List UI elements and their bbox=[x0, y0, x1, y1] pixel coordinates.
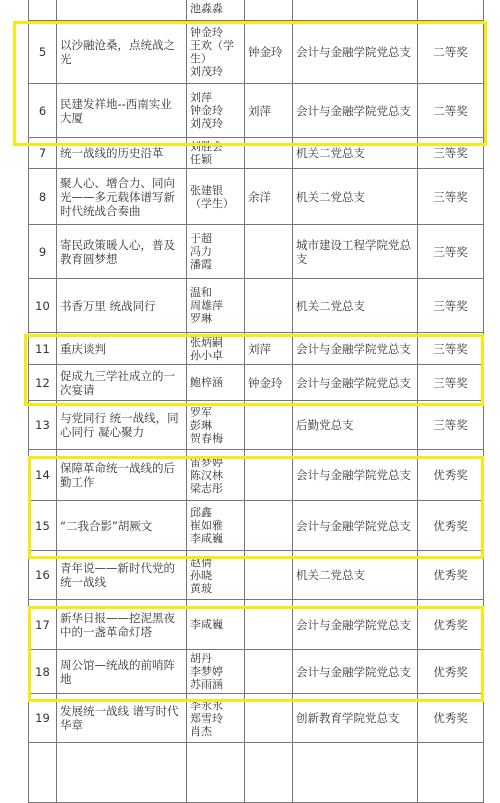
advisor-cell bbox=[245, 551, 293, 600]
prize-cell: 三等奖 bbox=[418, 333, 484, 365]
row-number-cell: 11 bbox=[29, 333, 57, 365]
row-number-cell: 15 bbox=[29, 501, 57, 551]
advisor-cell: 钟金玲 bbox=[245, 365, 293, 401]
work-title-cell bbox=[57, 743, 187, 803]
unit-cell: 会计与金融学院党总支 bbox=[293, 365, 418, 401]
unit-cell: 机关二党总支 bbox=[293, 169, 418, 225]
advisor-cell bbox=[245, 138, 293, 169]
prize-cell: 三等奖 bbox=[418, 365, 484, 401]
work-title-cell: 促成九三学社成立的一次宴请 bbox=[57, 365, 187, 401]
table-row bbox=[29, 743, 484, 803]
award-table bbox=[28, 0, 484, 803]
table-row bbox=[29, 551, 484, 600]
unit-cell: 城市建设工程学院党总支 bbox=[293, 225, 418, 279]
table-row bbox=[29, 450, 484, 501]
authors-cell: 赵倩 孙晓 黄玻 bbox=[187, 551, 245, 600]
prize-cell bbox=[418, 0, 484, 21]
authors-cell: 雷梦婷 陈汉林 梁志彤 bbox=[187, 450, 245, 501]
table-row bbox=[29, 21, 484, 84]
advisor-cell: 刘萍 bbox=[245, 84, 293, 138]
advisor-cell bbox=[245, 0, 293, 21]
authors-cell bbox=[187, 743, 245, 803]
unit-cell: 会计与金融学院党总支 bbox=[293, 650, 418, 694]
work-title-cell: 新华日报——挖泥黑夜中的一盏革命灯塔 bbox=[57, 600, 187, 650]
authors-cell: 刘萍 钟金玲 刘茂玲 bbox=[187, 84, 245, 138]
table-row bbox=[29, 0, 484, 21]
table-row bbox=[29, 650, 484, 694]
work-title-cell: 寄民政策暖人心，普及教育圆梦想 bbox=[57, 225, 187, 279]
table-row bbox=[29, 501, 484, 551]
prize-cell: 三等奖 bbox=[418, 279, 484, 333]
table-row bbox=[29, 138, 484, 169]
unit-cell: 创新教育学院党总支 bbox=[293, 694, 418, 743]
row-number-cell: 8 bbox=[29, 169, 57, 225]
row-number-cell: 14 bbox=[29, 450, 57, 501]
work-title-cell: 书香万里 统战同行 bbox=[57, 279, 187, 333]
authors-cell: 李永永 郑雪玲 肖杰 bbox=[187, 694, 245, 743]
table-row bbox=[29, 225, 484, 279]
advisor-cell bbox=[245, 600, 293, 650]
unit-cell bbox=[293, 0, 418, 21]
unit-cell: 会计与金融学院党总支 bbox=[293, 501, 418, 551]
prize-cell: 三等奖 bbox=[418, 401, 484, 450]
advisor-cell bbox=[245, 501, 293, 551]
authors-cell: 邱鑫 崔如雅 李咸巍 bbox=[187, 501, 245, 551]
prize-cell: 二等奖 bbox=[418, 84, 484, 138]
unit-cell: 机关二党总支 bbox=[293, 279, 418, 333]
work-title-cell: 与党同行 统一战线，同心同行 凝心聚力 bbox=[57, 401, 187, 450]
work-title-cell: “二我合影”胡厥文 bbox=[57, 501, 187, 551]
authors-cell: 李咸巍 bbox=[187, 600, 245, 650]
work-title-cell: 统一战线的历史沿革 bbox=[57, 138, 187, 169]
advisor-cell bbox=[245, 694, 293, 743]
unit-cell: 机关二党总支 bbox=[293, 551, 418, 600]
advisor-cell bbox=[245, 279, 293, 333]
table-row bbox=[29, 169, 484, 225]
work-title-cell: 重庆谈判 bbox=[57, 333, 187, 365]
row-number-cell: 7 bbox=[29, 138, 57, 169]
row-number-cell: 10 bbox=[29, 279, 57, 333]
table-row bbox=[29, 600, 484, 650]
work-title-cell: 青年说——新时代党的统一战线 bbox=[57, 551, 187, 600]
work-title-cell: 聚人心、增合力、同向光——多元载体谱写新时代统战合奏曲 bbox=[57, 169, 187, 225]
prize-cell: 优秀奖 bbox=[418, 600, 484, 650]
row-number-cell: 18 bbox=[29, 650, 57, 694]
authors-cell: 胡丹 李梦婷 苏雨涵 bbox=[187, 650, 245, 694]
unit-cell: 后勤党总支 bbox=[293, 401, 418, 450]
authors-cell: 鲍梓涵 bbox=[187, 365, 245, 401]
authors-cell: 于超 冯力 潘霞 bbox=[187, 225, 245, 279]
table-row bbox=[29, 401, 484, 450]
row-number-cell: 6 bbox=[29, 84, 57, 138]
work-title-cell: 民建发祥地--西南实业大厦 bbox=[57, 84, 187, 138]
authors-cell: 罗军 彭琳 贺春梅 bbox=[187, 401, 245, 450]
authors-cell: 刘胜会 任颖 bbox=[187, 138, 245, 169]
work-title-cell: 周公馆—统战的前哨阵地 bbox=[57, 650, 187, 694]
authors-cell: 池淼淼 bbox=[187, 0, 245, 21]
prize-cell: 优秀奖 bbox=[418, 650, 484, 694]
prize-cell: 优秀奖 bbox=[418, 694, 484, 743]
prize-cell: 优秀奖 bbox=[418, 551, 484, 600]
authors-cell: 温和 周雄萍 罗琳 bbox=[187, 279, 245, 333]
row-number-cell: 16 bbox=[29, 551, 57, 600]
advisor-cell bbox=[245, 450, 293, 501]
advisor-cell bbox=[245, 225, 293, 279]
unit-cell: 会计与金融学院党总支 bbox=[293, 333, 418, 365]
prize-cell: 优秀奖 bbox=[418, 501, 484, 551]
advisor-cell bbox=[245, 401, 293, 450]
work-title-cell: 以沙融沧桑，点统战之光 bbox=[57, 21, 187, 84]
table-row bbox=[29, 279, 484, 333]
prize-cell: 二等奖 bbox=[418, 21, 484, 84]
authors-cell: 张建银 （学生） bbox=[187, 169, 245, 225]
authors-cell: 钟金玲 王欢（学生） 刘茂玲 bbox=[187, 21, 245, 84]
advisor-cell: 钟金玲 bbox=[245, 21, 293, 84]
row-number-cell: 12 bbox=[29, 365, 57, 401]
unit-cell: 机关二党总支 bbox=[293, 138, 418, 169]
prize-cell: 三等奖 bbox=[418, 138, 484, 169]
table-row bbox=[29, 333, 484, 365]
advisor-cell bbox=[245, 743, 293, 803]
table-row bbox=[29, 84, 484, 138]
row-number-cell: 19 bbox=[29, 694, 57, 743]
table-row bbox=[29, 694, 484, 743]
row-number-cell: 5 bbox=[29, 21, 57, 84]
advisor-cell bbox=[245, 650, 293, 694]
advisor-cell: 刘萍 bbox=[245, 333, 293, 365]
row-number-cell bbox=[29, 0, 57, 21]
prize-cell: 三等奖 bbox=[418, 225, 484, 279]
unit-cell: 会计与金融学院党总支 bbox=[293, 84, 418, 138]
prize-cell: 三等奖 bbox=[418, 169, 484, 225]
work-title-cell: 保障革命统一战线的后勤工作 bbox=[57, 450, 187, 501]
unit-cell: 会计与金融学院党总支 bbox=[293, 21, 418, 84]
prize-cell bbox=[418, 743, 484, 803]
row-number-cell bbox=[29, 743, 57, 803]
row-number-cell: 9 bbox=[29, 225, 57, 279]
table-row bbox=[29, 365, 484, 401]
unit-cell bbox=[293, 743, 418, 803]
unit-cell: 会计与金融学院党总支 bbox=[293, 450, 418, 501]
authors-cell: 张炳嗣 孙小卓 bbox=[187, 333, 245, 365]
work-title-cell bbox=[57, 0, 187, 21]
work-title-cell: 发展统一战线 谱写时代华章 bbox=[57, 694, 187, 743]
row-number-cell: 17 bbox=[29, 600, 57, 650]
unit-cell: 会计与金融学院党总支 bbox=[293, 600, 418, 650]
row-number-cell: 13 bbox=[29, 401, 57, 450]
award-table-body bbox=[29, 0, 484, 803]
advisor-cell: 余洋 bbox=[245, 169, 293, 225]
prize-cell: 优秀奖 bbox=[418, 450, 484, 501]
